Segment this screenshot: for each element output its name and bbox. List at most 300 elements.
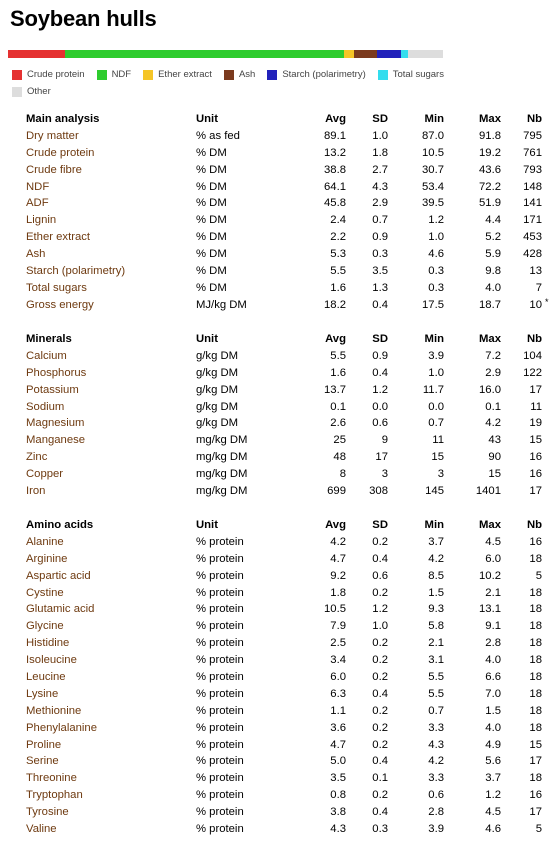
cell-name: Lysine [26,687,59,700]
table-row [0,585,560,602]
cell-unit: % DM [196,197,227,210]
cell-name: Lignin [26,214,57,227]
cell-unit: % DM [196,163,227,176]
cell-avg: 13.2 [324,146,346,159]
cell-nb: 18 [529,772,542,785]
cell-unit: % protein [196,806,244,819]
cell-min: 10.5 [422,146,444,159]
cell-name: Glutamic acid [26,603,95,616]
cell-sd: 1.0 [372,620,388,633]
cell-unit: % DM [196,281,227,294]
cell-avg: 1.1 [330,704,346,717]
cell-nb: 15 [529,738,542,751]
cell-name: Leucine [26,671,66,684]
cell-sd: 0.2 [372,535,388,548]
table-row [0,128,560,145]
cell-min: 5.5 [428,687,444,700]
header-nb: Nb [526,113,542,125]
cell-min: 8.5 [428,569,444,582]
cell-name: Dry matter [26,129,79,142]
cell-sd: 17 [375,451,388,464]
cell-nb: 793 [523,163,542,176]
header-name: Amino acids [26,519,94,531]
legend-label: Starch (polarimetry) [282,69,366,80]
cell-name: Aspartic acid [26,569,91,582]
cell-min: 4.6 [428,248,444,261]
composition-segment-ether-extract [344,50,354,58]
cell-name: Glycine [26,620,64,633]
cell-sd: 3 [381,468,388,481]
cell-sd: 0.2 [372,637,388,650]
legend-label: Other [27,86,51,97]
cell-max: 90 [488,451,501,464]
cell-nb: 17 [529,806,542,819]
cell-max: 0.1 [485,400,501,413]
cell-min: 0.7 [428,704,444,717]
table-row [0,280,560,297]
cell-name: Sodium [26,400,65,413]
table-row [0,804,560,821]
cell-max: 4.5 [485,535,501,548]
cell-max: 4.0 [485,281,501,294]
header-min: Min [424,333,444,345]
cell-sd: 0.4 [372,552,388,565]
legend-row [12,83,532,100]
cell-name: Potassium [26,383,79,396]
table-row [0,449,560,466]
header-max: Max [479,519,501,531]
cell-avg: 2.4 [330,214,346,227]
table-row [0,466,560,483]
cell-sd: 0.9 [372,349,388,362]
cell-sd: 0.4 [372,755,388,768]
cell-avg: 0.8 [330,789,346,802]
legend-label: Ether extract [158,69,212,80]
cell-unit: mg/kg DM [196,485,248,498]
cell-sd: 308 [369,485,388,498]
cell-min: 15 [431,451,444,464]
cell-avg: 8 [339,468,346,481]
cell-min: 4.2 [428,755,444,768]
cell-max: 9.8 [485,265,501,278]
cell-min: 0.3 [428,265,444,278]
cell-unit: g/kg DM [196,349,239,362]
cell-max: 9.1 [485,620,501,633]
page-title: Soybean hulls [10,6,157,31]
cell-avg: 699 [327,485,346,498]
table-row [0,551,560,568]
cell-unit: % protein [196,772,244,785]
cell-nb: 15 [529,434,542,447]
cell-nb: 5 [535,823,542,836]
cell-name: Manganese [26,434,86,447]
cell-nb: 16 [529,468,542,481]
table-row [0,652,560,669]
cell-max: 51.9 [479,197,501,210]
table-row [0,212,560,229]
legend-item [12,69,85,80]
cell-name: Starch (polarimetry) [26,265,126,278]
cell-max: 4.6 [485,823,501,836]
cell-nb: 16 [529,451,542,464]
cell-nb: 18 [529,687,542,700]
cell-avg: 7.9 [330,620,346,633]
cell-nb: 18 [529,603,542,616]
cell-nb: 18 [529,620,542,633]
table-row [0,720,560,737]
cell-unit: g/kg DM [196,366,239,379]
legend-swatch [378,70,388,80]
legend-item [224,69,255,80]
header-nb: Nb [526,333,542,345]
cell-min: 11.7 [422,383,444,396]
cell-sd: 1.2 [372,603,388,616]
cell-min: 0.3 [428,281,444,294]
cell-sd: 0.6 [372,417,388,430]
legend-label: Total sugars [392,69,444,80]
cell-nb: 19 [529,417,542,430]
cell-min: 9.3 [428,603,444,616]
cell-min: 0.0 [428,400,444,413]
cell-sd: 9 [381,434,388,447]
cell-min: 3 [437,468,444,481]
cell-nb: 10 [529,298,542,311]
legend-item [378,69,444,80]
cell-name: Serine [26,755,59,768]
cell-max: 4.4 [485,214,501,227]
cell-max: 18.7 [479,298,501,311]
cell-min: 1.0 [428,366,444,379]
cell-min: 4.3 [428,738,444,751]
composition-legend [12,66,532,100]
cell-avg: 3.6 [330,721,346,734]
cell-avg: 5.3 [330,248,346,261]
table-row [0,246,560,263]
legend-item [12,86,51,97]
cell-avg: 4.7 [330,552,346,565]
cell-name: Tryptophan [26,789,83,802]
cell-max: 7.0 [485,687,501,700]
table-row [0,568,560,585]
cell-sd: 0.3 [372,248,388,261]
cell-name: Methionine [26,704,82,717]
cell-max: 91.8 [479,129,501,142]
cell-max: 2.1 [485,586,501,599]
cell-sd: 0.1 [372,772,388,785]
cell-sd: 0.2 [372,586,388,599]
cell-name: Cystine [26,586,64,599]
table-row [0,483,560,500]
cell-max: 72.2 [479,180,501,193]
cell-unit: % protein [196,586,244,599]
cell-avg: 4.2 [330,535,346,548]
cell-nb: 171 [523,214,542,227]
cell-min: 3.3 [428,721,444,734]
table-row [0,415,560,432]
cell-name: Alanine [26,535,64,548]
table-row [0,753,560,770]
cell-max: 4.0 [485,721,501,734]
cell-unit: % protein [196,654,244,667]
table-row [0,770,560,787]
legend-item [267,69,365,80]
cell-name: Magnesium [26,417,85,430]
cell-sd: 0.0 [372,400,388,413]
cell-sd: 0.7 [372,214,388,227]
legend-swatch [267,70,277,80]
header-avg: Avg [325,113,346,125]
cell-min: 5.5 [428,671,444,684]
cell-unit: % DM [196,231,227,244]
cell-sd: 0.2 [372,671,388,684]
cell-avg: 38.8 [324,163,346,176]
header-avg: Avg [325,333,346,345]
cell-name: Histidine [26,637,70,650]
cell-avg: 3.4 [330,654,346,667]
cell-min: 3.1 [428,654,444,667]
table-row [0,787,560,804]
cell-name: Ether extract [26,231,91,244]
header-name: Main analysis [26,113,100,125]
cell-sd: 0.2 [372,738,388,751]
cell-nb: 104 [523,349,542,362]
cell-min: 11 [432,434,444,447]
cell-min: 39.5 [422,197,444,210]
cell-sd: 0.2 [372,721,388,734]
cell-unit: % protein [196,603,244,616]
table-row [0,179,560,196]
cell-nb: 18 [529,637,542,650]
legend-item [97,69,132,80]
cell-min: 30.7 [422,163,444,176]
cell-max: 2.8 [485,637,501,650]
cell-sd: 0.4 [372,366,388,379]
cell-avg: 2.2 [330,231,346,244]
header-max: Max [479,113,501,125]
cell-unit: % protein [196,823,244,836]
cell-max: 2.9 [485,366,501,379]
table-row [0,162,560,179]
composition-segment-ash [354,50,377,58]
cell-avg: 6.3 [330,687,346,700]
legend-swatch [12,70,22,80]
table-row [0,635,560,652]
cell-avg: 25 [333,434,346,447]
cell-min: 3.7 [428,535,444,548]
cell-sd: 0.6 [372,569,388,582]
composition-segment-starch-polarimetry [377,50,401,58]
cell-sd: 1.2 [372,383,388,396]
cell-avg: 1.6 [330,366,346,379]
table-row [0,821,560,838]
cell-min: 0.7 [428,417,444,430]
cell-avg: 0.1 [330,400,346,413]
header-unit: Unit [196,113,218,125]
cell-avg: 4.3 [330,823,346,836]
cell-max: 4.0 [485,654,501,667]
cell-sd: 0.4 [372,806,388,819]
cell-avg: 64.1 [324,180,346,193]
cell-nb: 18 [529,586,542,599]
cell-avg: 1.6 [330,281,346,294]
cell-min: 1.0 [428,231,444,244]
table-header-row [0,517,560,534]
cell-name: Total sugars [26,281,87,294]
cell-nb: 18 [529,654,542,667]
cell-sd: 0.4 [372,298,388,311]
cell-unit: mg/kg DM [196,468,248,481]
cell-sd: 2.7 [372,163,388,176]
cell-name: Threonine [26,772,77,785]
cell-min: 145 [425,485,444,498]
cell-nb: 18 [529,671,542,684]
cell-unit: g/kg DM [196,383,239,396]
cell-unit: MJ/kg DM [196,298,247,311]
table-row [0,399,560,416]
cell-max: 10.2 [479,569,501,582]
cell-sd: 0.2 [372,704,388,717]
cell-nb: 16 [529,789,542,802]
cell-max: 4.5 [485,806,501,819]
cell-sd: 2.9 [372,197,388,210]
cell-name: Arginine [26,552,68,565]
amino-acids-table [0,517,560,838]
cell-max: 5.9 [485,248,501,261]
cell-note: * [545,296,549,307]
cell-nb: 453 [523,231,542,244]
cell-min: 3.9 [428,823,444,836]
table-row [0,229,560,246]
header-max: Max [479,333,501,345]
header-nb: Nb [526,519,542,531]
cell-nb: 11 [530,400,542,413]
cell-nb: 17 [529,383,542,396]
composition-segment-ndf [65,50,344,58]
cell-sd: 0.9 [372,231,388,244]
cell-avg: 4.7 [330,738,346,751]
cell-unit: % DM [196,180,227,193]
table-row [0,703,560,720]
legend-row [12,66,532,83]
cell-max: 43 [488,434,501,447]
legend-swatch [143,70,153,80]
cell-name: Gross energy [26,298,94,311]
cell-min: 17.5 [422,298,444,311]
cell-unit: % protein [196,738,244,751]
cell-min: 53.4 [422,180,444,193]
cell-unit: % DM [196,146,227,159]
cell-name: Ash [26,248,46,261]
legend-label: Ash [238,69,256,80]
legend-item [143,69,212,80]
cell-nb: 17 [529,755,542,768]
cell-max: 6.6 [485,671,501,684]
cell-avg: 18.2 [324,298,346,311]
table-row [0,534,560,551]
table-header-row [0,111,560,128]
cell-min: 2.8 [428,806,444,819]
cell-sd: 0.2 [372,654,388,667]
cell-nb: 761 [523,146,542,159]
legend-swatch [224,70,234,80]
cell-nb: 18 [529,704,542,717]
cell-avg: 5.5 [330,265,346,278]
minerals-table [0,331,560,500]
cell-unit: % protein [196,671,244,684]
cell-avg: 5.5 [330,349,346,362]
cell-nb: 18 [529,552,542,565]
cell-max: 5.2 [485,231,501,244]
table-row [0,195,560,212]
cell-min: 3.9 [428,349,444,362]
cell-sd: 3.5 [372,265,388,278]
cell-max: 1.5 [485,704,501,717]
composition-segment-crude-protein [8,50,65,58]
header-min: Min [424,519,444,531]
cell-nb: 795 [523,129,542,142]
cell-min: 1.2 [428,214,444,227]
cell-avg: 1.8 [330,586,346,599]
cell-unit: g/kg DM [196,417,239,430]
cell-min: 1.5 [428,586,444,599]
cell-unit: g/kg DM [196,400,239,413]
table-row [0,348,560,365]
cell-unit: % protein [196,704,244,717]
cell-avg: 13.7 [324,383,346,396]
cell-sd: 0.2 [372,789,388,802]
header-name: Minerals [26,333,72,345]
cell-name: Tyrosine [26,806,69,819]
cell-avg: 9.2 [330,569,346,582]
cell-max: 4.2 [485,417,501,430]
cell-name: Phosphorus [26,366,87,379]
header-unit: Unit [196,519,218,531]
cell-sd: 1.8 [372,146,388,159]
cell-nb: 17 [529,485,542,498]
legend-label: NDF [111,69,132,80]
cell-name: Valine [26,823,57,836]
cell-nb: 148 [523,180,542,193]
cell-max: 15 [488,468,501,481]
table-row [0,382,560,399]
header-sd: SD [372,113,388,125]
cell-unit: % protein [196,789,244,802]
cell-nb: 18 [529,721,542,734]
cell-min: 5.8 [428,620,444,633]
cell-min: 0.6 [428,789,444,802]
cell-unit: % as fed [196,129,240,142]
cell-name: Proline [26,738,62,751]
table-row [0,601,560,618]
cell-avg: 10.5 [324,603,346,616]
table-row [0,686,560,703]
cell-name: Crude fibre [26,163,82,176]
cell-name: Isoleucine [26,654,77,667]
cell-sd: 4.3 [372,180,388,193]
cell-min: 4.2 [428,552,444,565]
composition-bar [8,50,443,58]
cell-avg: 89.1 [324,129,346,142]
cell-unit: mg/kg DM [196,434,248,447]
cell-unit: % protein [196,620,244,633]
legend-swatch [12,87,22,97]
table-header-row [0,331,560,348]
cell-unit: % protein [196,637,244,650]
cell-min: 3.3 [428,772,444,785]
cell-unit: % protein [196,552,244,565]
composition-segment-other [408,50,443,58]
cell-avg: 3.5 [330,772,346,785]
